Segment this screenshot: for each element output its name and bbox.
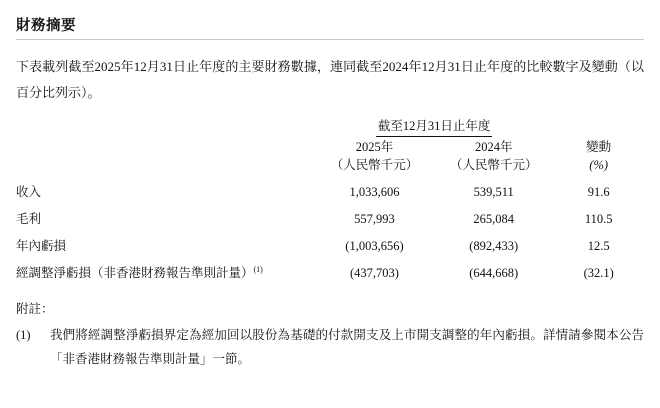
row-label-gross-profit — [16, 200, 315, 227]
row-label-revenue-text: 收入 — [16, 185, 42, 199]
change-header: 變動 — [586, 140, 612, 154]
row-value-gross-profit-2024: 265,084 — [473, 212, 515, 226]
row-change-gross-profit: 110.5 — [584, 212, 613, 226]
currency-header-spacer — [16, 155, 315, 173]
span-header-change-spacer — [553, 116, 644, 137]
row-label-loss-for-year — [16, 227, 315, 254]
currency-header-2024: （人民幣千元） — [449, 158, 538, 172]
table-row — [16, 173, 644, 200]
row-value-revenue-2025: 1,033,606 — [349, 185, 400, 199]
table-row — [16, 227, 644, 254]
footnote-item — [16, 323, 644, 371]
financial-table — [16, 116, 644, 281]
row-label-adjusted-net-loss-text: 經調整淨虧損（非香港財務報告準則計量） — [16, 266, 254, 280]
table-row — [16, 200, 644, 227]
page-title: 財務摘要 — [16, 18, 76, 34]
year-header-2025: 2025年 — [355, 140, 394, 154]
footnote-item-text: 我們將經調整淨虧損界定為經加回以股份為基礎的付款開支及上市開支調整的年內虧損。詳情請參閱本公告「非香港財務報告準則計量」一節。 — [50, 328, 644, 366]
table-row — [16, 254, 644, 281]
currency-header-2025: （人民幣千元） — [330, 158, 419, 172]
change-unit: (%) — [589, 158, 609, 172]
row-value-adjusted-net-loss-2025: (437,703) — [349, 266, 399, 280]
table-currency-header-row — [16, 155, 644, 173]
row-value-revenue-2024: 539,511 — [473, 185, 514, 199]
row-change-loss-for-year: 12.5 — [587, 239, 610, 253]
row-label-adjusted-net-loss — [16, 254, 315, 281]
span-header-period-label: 截至12月31日止年度 — [376, 116, 493, 137]
table-year-header-row — [16, 137, 644, 155]
year-header-2024: 2024年 — [474, 140, 513, 154]
table-span-header-row — [16, 116, 644, 137]
title-divider — [16, 39, 644, 40]
row-label-revenue — [16, 173, 315, 200]
row-value-loss-for-year-2025: (1,003,656) — [345, 239, 404, 253]
intro-paragraph: 下表載列截至2025年12月31日止年度的主要財務數據，連同截至2024年12月31日止年度的比較數字及變動（以百分比列示）。 — [16, 59, 644, 100]
row-label-loss-for-year-text: 年內虧損 — [16, 239, 67, 253]
row-change-revenue: 91.6 — [587, 185, 610, 199]
row-value-adjusted-net-loss-2024: (644,668) — [469, 266, 519, 280]
footnote-item-mark: (1) — [16, 328, 31, 342]
footnote-marker: (1) — [253, 264, 263, 274]
year-header-spacer — [16, 137, 315, 155]
notes-heading: 附註： — [16, 302, 54, 316]
row-label-gross-profit-text: 毛利 — [16, 212, 42, 226]
row-value-loss-for-year-2024: (892,433) — [469, 239, 519, 253]
span-header-period — [315, 116, 554, 137]
span-header-spacer — [16, 116, 315, 137]
row-value-gross-profit-2025: 557,993 — [354, 212, 395, 226]
row-change-adjusted-net-loss: (32.1) — [583, 266, 614, 280]
